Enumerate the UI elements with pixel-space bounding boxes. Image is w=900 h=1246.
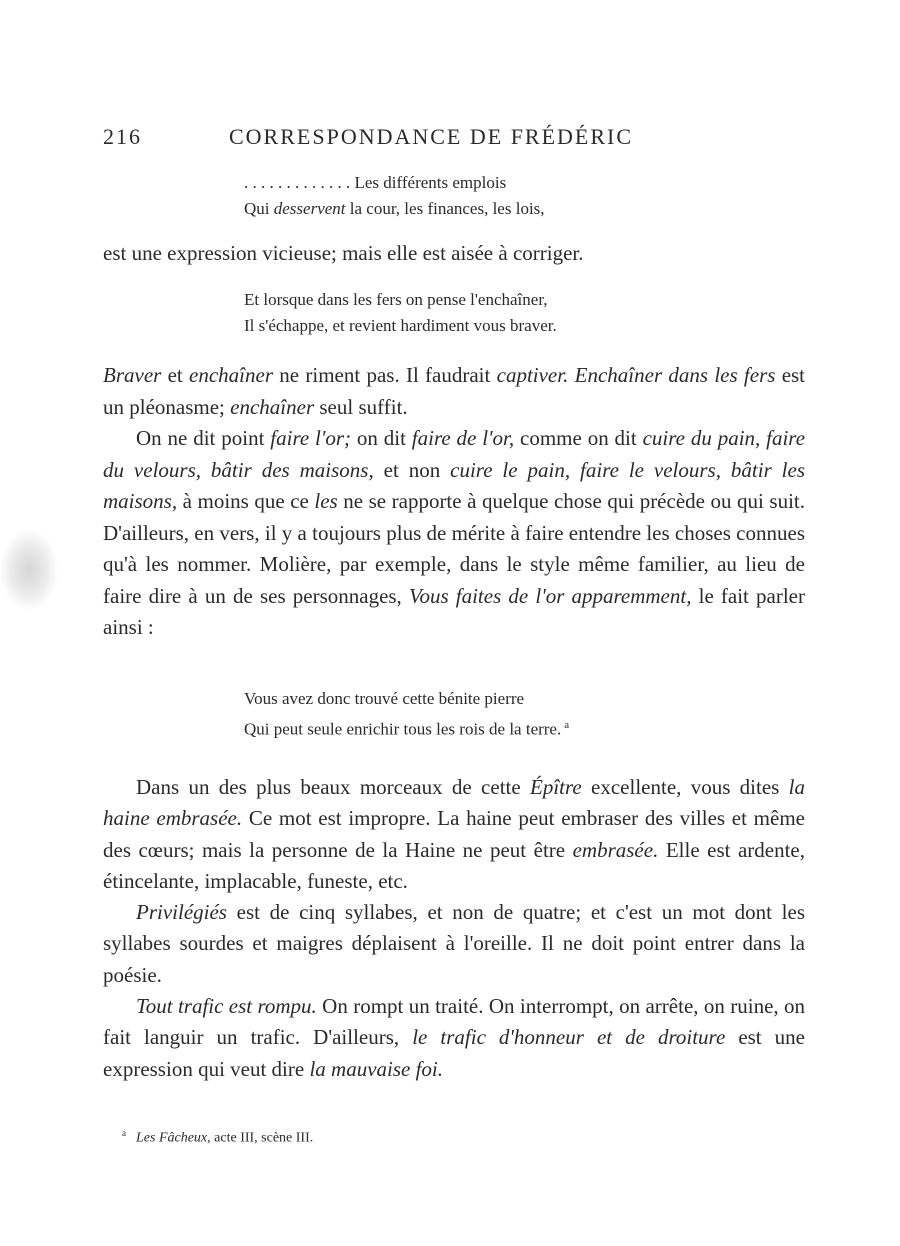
paragraph-faire: On ne dit point faire l'or; on dit faire de l'or, comme on dit cuire du pain, faire du velours, bâtir des maisons, et non cuire le pain, faire le velours, bâtir les maisons, à moins que ce les ne se rapporte à quelque chose qui précède ou qui suit. D'ailleurs, en vers, il y a toujours plus de mérite à faire entendre les choses connues qu'à les nommer. Molière, par exemple, dans le style même familier, au lieu de faire dire à un de ses personnages, Vous faites de l'or apparemment, le fait parler ainsi : bbox=[103, 426, 806, 639]
paragraph: est une expression vicieuse; mais elle est aisée à corriger. bbox=[103, 241, 584, 265]
verse-line: Il s'échappe, et revient hardiment vous braver. bbox=[244, 316, 557, 335]
footnote-text: acte III, scène III. bbox=[210, 1130, 314, 1146]
verse-line bbox=[244, 196, 545, 222]
verse-line: . . . . . . . . . . . . . Les différents emplois bbox=[244, 173, 507, 192]
verse-italic: desservent bbox=[273, 199, 346, 218]
verse-text: Qui bbox=[244, 199, 274, 218]
verse-quote-1 bbox=[244, 170, 545, 222]
verse-line: Et lorsque dans les fers on pense l'enchaîner, bbox=[244, 290, 548, 309]
verse-text: la cour, les finances, les lois, bbox=[345, 199, 545, 218]
verse-line: Qui peut seule enrichir tous les rois de la terre. $^a$ bbox=[244, 719, 570, 739]
page-number: 216 bbox=[103, 124, 142, 149]
verse-line: Vous avez donc trouvé cette bénite pierre bbox=[244, 689, 525, 708]
prose-block-2 bbox=[103, 772, 805, 1085]
footnote bbox=[122, 1128, 313, 1147]
footnote-source: Les Fâcheux, bbox=[136, 1130, 211, 1146]
footnote-marker[interactable]: a bbox=[564, 719, 570, 731]
paragraph-epitre: Dans un des plus beaux morceaux de cette Épître excellente, vous dites la haine embrasée. Ce mot est impropre. La haine peut embraser des villes et même des cœurs; mais la personne de la Haine ne peut être embrasée. Elle est ardente, étincelante, implacable, funeste, etc. bbox=[103, 775, 805, 893]
prose-line bbox=[103, 238, 805, 270]
paragraph-trafic: Tout trafic est rompu. On rompt un traité. On interrompt, on arrête, on ruine, on fait languir un trafic. D'ailleurs, le trafic d'honneur et de droiture est une expression qui veut dire la mauvaise foi. bbox=[103, 994, 805, 1081]
verse-quote-3 bbox=[244, 686, 569, 743]
footnote-mark: a bbox=[122, 1128, 126, 1138]
prose-block-1 bbox=[103, 360, 805, 644]
page-smudge bbox=[0, 530, 58, 610]
paragraph-braver: Braver et enchaîner ne riment pas. Il faudrait captiver. Enchaîner dans les fers est un pléonasme; enchaîner seul suffit. bbox=[103, 363, 806, 419]
verse-quote-2 bbox=[244, 287, 557, 339]
running-title: CORRESPONDANCE DE FRÉDÉRIC bbox=[229, 124, 634, 149]
paragraph-privilegies: Privilégiés est de cinq syllabes, et non de quatre; et c'est un mot dont les syllabes sourdes et maigres déplaisent à l'oreille. Il ne doit point entrer dans la poésie. bbox=[103, 900, 805, 987]
